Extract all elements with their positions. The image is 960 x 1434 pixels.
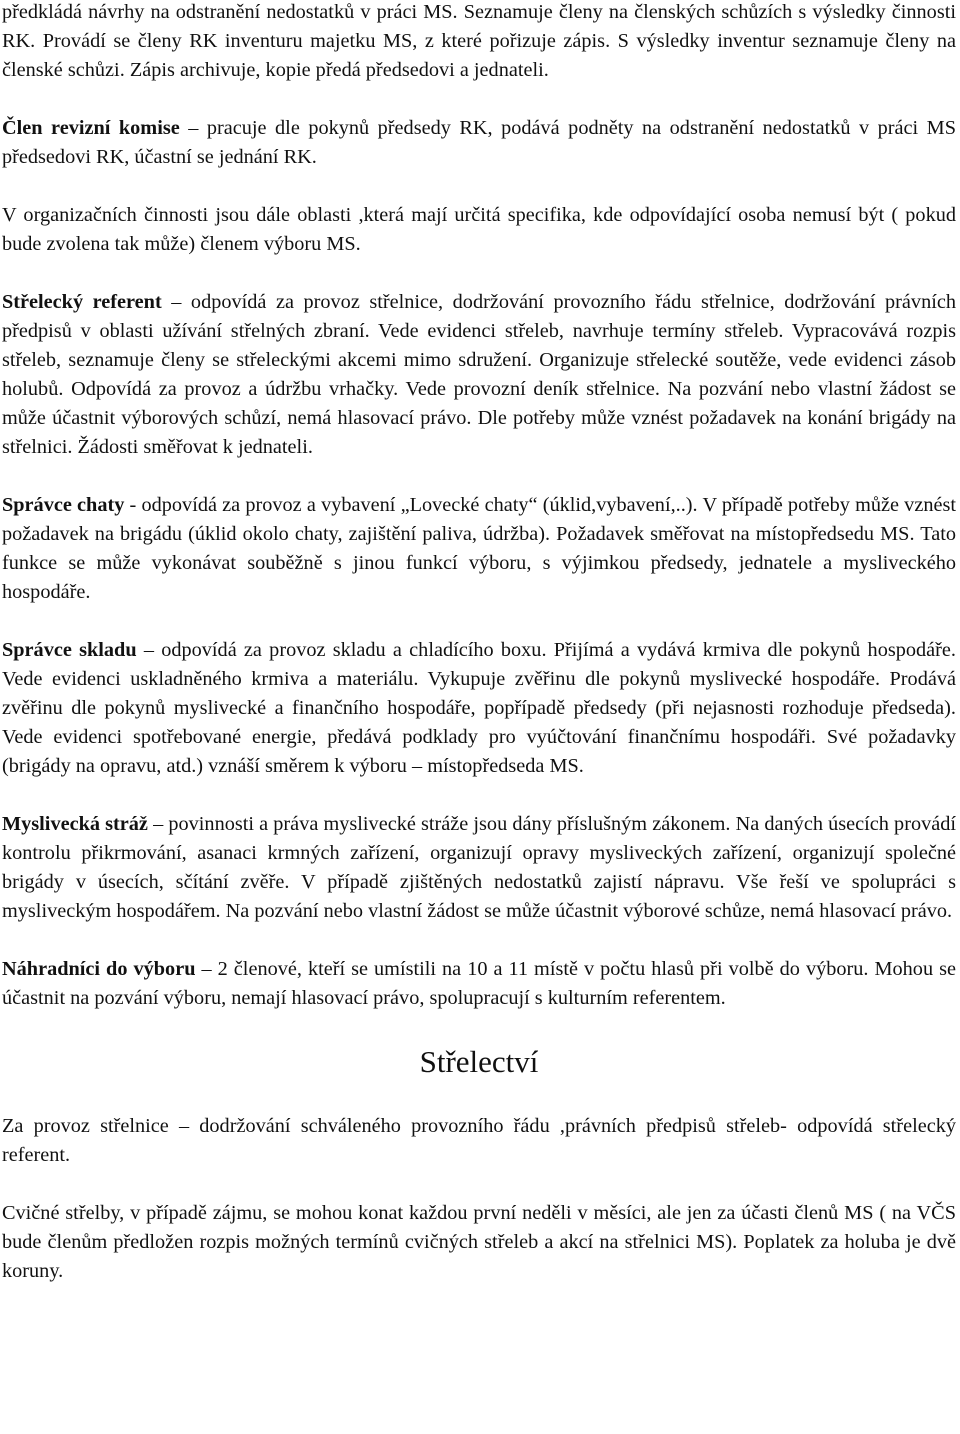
paragraph-organizacni-cinnosti <box>2 201 956 259</box>
paragraph-text: – odpovídá za provoz střelnice, dodržování provozního řádu střelnice, dodržování právních předpisů v oblasti užívání střelných zbraní. Vede evidenci střeleb, navrhuje termíny střeleb. Vypracovává rozpis střeleb, seznamuje členy se střeleckými akcemi mimo sdružení. Organizuje střelecké soutěže, vede evidenci zásob holubů. Odpovídá za provoz a údržbu vrhačky. Vede provozní deník střelnice. Na pozvání nebo vlastní žádost se může účastnit výborových schůzí, nemá hlasovací právo. Dle potřeby může vznést požadavek na konání brigády na střelnici. Žádosti směřovat k jednateli. <box>2 291 956 458</box>
paragraph-text: Za provoz střelnice – dodržování schváleného provozního řádu ,právních předpisů střeleb- odpovídá střelecký referent. <box>2 1115 956 1166</box>
paragraph-text: - odpovídá za provoz a vybavení „Lovecké chaty“ (úklid,vybavení,..). V případě potřeby může vznést požadavek na brigádu (úklid okolo chaty, zajištění paliva, údržba). Požadavek směřovat na místopředsedu MS. Tato funkce se může vykonávat souběžně s jinou funkcí výboru, s výjimkou předsedy, jednatele a mysliveckého hospodáře. <box>2 494 956 603</box>
paragraph-text: – odpovídá za provoz skladu a chladícího boxu. Přijímá a vydává krmiva dle pokynů hospodáře. Vede evidenci uskladněného krmiva a materiálu. Vykupuje zvěřinu dle pokynů myslivecké hospodáře. Prodává zvěřinu dle pokynů myslivecké a finančního hospodáře, popřípadě předsedy (při nejasnosti rozhoduje předseda). Vede evidenci spotřebované energie, předává podklady pro vyúčtování finančnímu hospodáři. Své požadavky (brigády na opravu, atd.) vznáší směrem k výboru – místopředseda MS. <box>2 639 956 777</box>
paragraph-spravce-skladu <box>2 636 956 781</box>
paragraph-nahradnici-do-vyboru <box>2 955 956 1013</box>
paragraph-cvicne-strelby <box>2 1199 956 1286</box>
paragraph-lead: Správce skladu <box>2 639 137 661</box>
paragraph-provoz-strelnice <box>2 1112 956 1170</box>
section-heading-strelectvi: Střelectví <box>419 1044 539 1079</box>
paragraph-text: – 2 členové, kteří se umístili na 10 a 11 místě v počtu hlasů při volbě do výboru. Mohou se účastnit na pozvání výboru, nemají hlasovací právo, spolupracují s kulturním referentem. <box>2 958 956 1009</box>
paragraph-lead: Správce chaty <box>2 494 125 516</box>
paragraph-lead: Střelecký referent <box>2 291 162 313</box>
paragraph-lead: Myslivecká stráž <box>2 813 148 835</box>
paragraph-lead: Náhradníci do výboru <box>2 958 196 980</box>
paragraph-text: V organizačních činnosti jsou dále oblasti ,která mají určitá specifika, kde odpovídající osoba nemusí být ( pokud bude zvolena tak může) členem výboru MS. <box>2 204 956 255</box>
paragraph-clen-revizni-komise <box>2 114 956 172</box>
paragraph-spravce-chaty <box>2 491 956 607</box>
paragraph-text: předkládá návrhy na odstranění nedostatků v práci MS. Seznamuje členy na členských schůzích s výsledky činnosti RK. Provádí se členy RK inventuru majetku MS, z které pořizuje zápis. S výsledky inventur seznamuje členy na členské schůzi. Zápis archivuje, kopie předá předsedovi a jednateli. <box>2 1 956 81</box>
paragraph-strelecky-referent <box>2 288 956 462</box>
paragraph-text: – pracuje dle pokynů předsedy RK, podává podněty na odstranění nedostatků v práci MS předsedovi RK, účastní se jednání RK. <box>2 117 956 168</box>
paragraph-revizni-komise-continuation <box>2 0 956 85</box>
paragraph-lead: Člen revizní komise <box>2 117 180 139</box>
paragraph-myslivecka-straz <box>2 810 956 926</box>
paragraph-text: Cvičné střelby, v případě zájmu, se mohou konat každou první neděli v měsíci, ale jen za účasti členů MS ( na VČS bude členům předložen rozpis možných termínů cvičných střeleb a akcí na střelnici MS). Poplatek za holuba je dvě koruny. <box>2 1202 956 1282</box>
paragraph-text: – povinnosti a práva myslivecké stráže jsou dány příslušným zákonem. Na daných úsecích provádí kontrolu přikrmování, asanaci krmných zařízení, organizují opravy mysliveckých zařízení, organizují společné brigády v úsecích, sčítání zvěře. V případě zjištěných nedostatků zajistí nápravu. Vše řeší ve spolupráci s mysliveckým hospodářem. Na pozvání nebo vlastní žádost se může účastnit výborové schůze, nemá hlasovací právo. <box>2 813 957 922</box>
